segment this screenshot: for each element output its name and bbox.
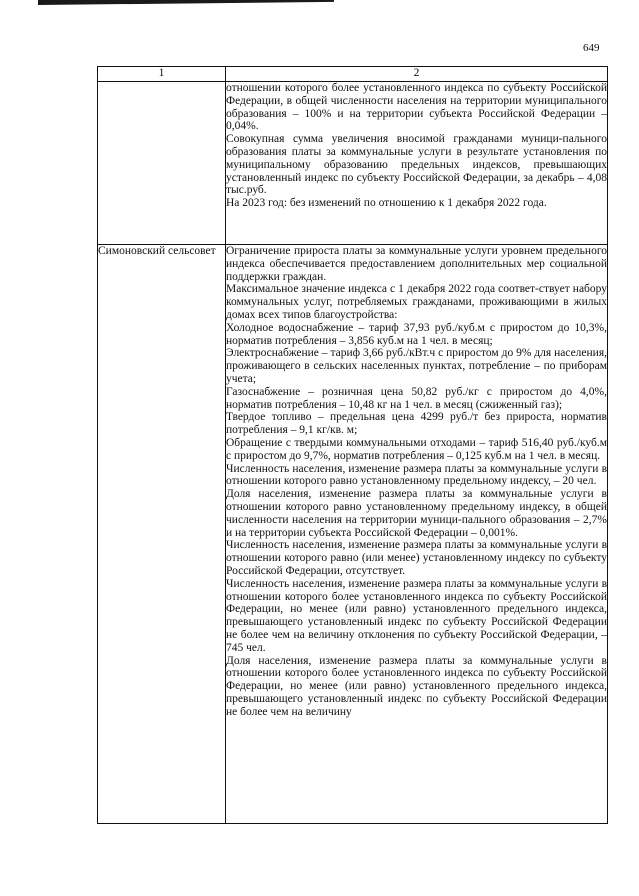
municipality-cell: Симоновский сельсовет <box>98 245 226 824</box>
page-number: 649 <box>583 42 600 54</box>
paragraph: отношении которого более установленного индекса по субъекту Российской Федерации, в общей численности населения на территории муниципального образования – 100% и на территории субъекта Российской Федерации – 0,04%. <box>226 82 607 133</box>
paragraph: Максимальное значение индекса с 1 декабря 2022 года соответ-ствует набору коммунальных услуг, потребляемых гражданами, проживающими в жилых домах всех типов благоустройства: <box>226 283 607 321</box>
column-header-2: 2 <box>226 67 608 82</box>
column-header-1: 1 <box>98 67 226 82</box>
paragraph: На 2023 год: без изменений по отношению к 1 декабря 2022 года. <box>226 197 547 210</box>
paragraph: Обращение с твердыми коммунальными отходами – тариф 516,40 руб./куб.м с приростом до 9,7%, норматив потребления – 0,125 куб.м на 1 чел. в месяц. <box>226 436 607 462</box>
paragraph: Твердое топливо – предельная цена 4299 руб./т без прироста, норматив потребления – 9,1 кг/кв. м; <box>226 411 607 437</box>
paragraph: Совокупная сумма увеличения вносимой гражданами муници-пального образования платы за коммунальные услуги в результате установления по муниципальному образованию предельных индексов, превышающих установленный индекс по субъекту Российской Федерации, за декабрь – 4,08 тыс.руб. <box>226 133 607 197</box>
municipality-cell <box>98 82 226 245</box>
paragraph: Доля населения, изменение размера платы за коммунальные услуги в отношении которого равно установленному предельному индексу, в общей численности населения на территории муници-пального образования – 2,7% и на территории субъекта Российской Федерации – 0,001%. <box>226 488 607 539</box>
paragraph: Газоснабжение – розничная цена 50,82 руб./кг с приростом до 4,0%, норматив потребления – 10,48 кг на 1 чел. в месяц (сжиженный газ); <box>226 385 607 411</box>
paragraph: Численность населения, изменение размера платы за коммунальные услуги в отношении которого равно (или менее) установленному индексу по субъекту Российской Федерации, отсутствует. <box>226 539 607 577</box>
paragraph: Численность населения, изменение размера платы за коммунальные услуги в отношении которого более установленного индекса по субъекту Российской Федерации, но менее (или равно) установленного предельного индекса, превышающего установленный индекс по субъекту Российской Федерации не более чем на величину отклонения по субъекту Российской Федерации, – 745 чел. <box>226 577 607 654</box>
paragraph: Холодное водоснабжение – тариф 37,93 руб./куб.м с приростом до 10,3%, норматив потребления – 3,856 куб.м на 1 чел. в месяц; <box>226 321 607 347</box>
table-row <box>98 82 608 245</box>
document-table <box>97 66 608 824</box>
table-header-row <box>98 67 608 82</box>
paragraph: Ограничение прироста платы за коммунальные услуги уровнем предельного индекса обеспечивается предоставлением дополнительных мер социальной поддержки граждан. <box>226 245 607 283</box>
description-cell <box>226 245 608 824</box>
table-row <box>98 245 608 824</box>
paragraph: Численность населения, изменение размера платы за коммунальные услуги в отношении которого равно установленному предельному индексу, – 20 чел. <box>226 462 607 488</box>
description-cell <box>226 82 608 245</box>
paragraph: Электроснабжение – тариф 3,66 руб./кВт.ч с приростом до 9% для населения, проживающего в сельских населенных пунктах, потребление – по приборам учета; <box>226 347 607 385</box>
paragraph: Доля населения, изменение размера платы за коммунальные услуги в отношении которого более установленного индекса по субъекту Российской Федерации, но менее (или равно) установленного предельного индекса, превышающего установленный индекс по субъекту Российской Федерации не более чем на величину <box>226 654 607 718</box>
scan-artifact-bar <box>38 0 334 5</box>
